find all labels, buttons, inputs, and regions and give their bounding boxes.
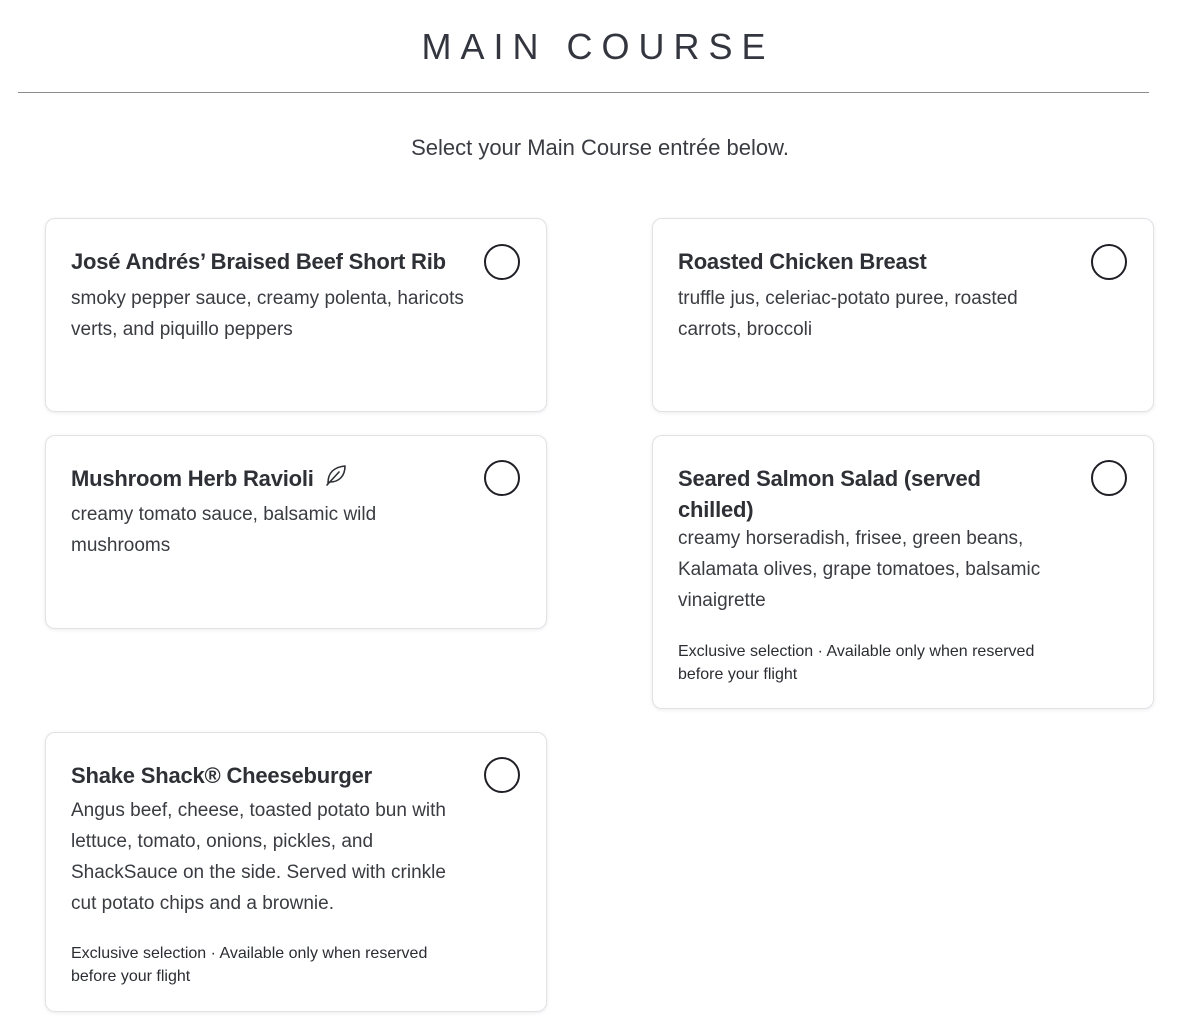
meal-name: Shake Shack® Cheeseburger [71,763,373,788]
meal-description: truffle jus, celeriac-potato puree, roasted carrots, broccoli [678,288,1018,340]
meal-description: Angus beef, cheese, toasted potato bun with lettuce, tomato, onions, pickles, and ShackSauce on the side. Served with crinkle cut potato chips and a brownie. [71,800,446,914]
leaf-icon [324,463,348,494]
page-title: MAIN COURSE [421,26,775,67]
meal-name: Mushroom Herb Ravioli [71,466,314,491]
meal-radio-button[interactable] [1091,460,1127,496]
exclusive-note: Exclusive selection · Available only when reserved before your flight [71,945,428,985]
meal-option-chicken[interactable] [652,218,1154,412]
meal-name: Roasted Chicken Breast [678,249,927,274]
exclusive-note: Exclusive selection · Available only when reserved before your flight [678,643,1035,683]
meal-radio-button[interactable] [484,757,520,793]
meal-radio-button[interactable] [1091,244,1127,280]
meal-description: smoky pepper sauce, creamy polenta, haricots verts, and piquillo peppers [71,288,464,340]
meal-option-ravioli[interactable] [45,435,547,629]
meal-radio-button[interactable] [484,244,520,280]
meal-name: Seared Salmon Salad (served chilled) [678,466,981,522]
page-subtitle: Select your Main Course entrée below. [411,135,789,160]
meal-name: José Andrés’ Braised Beef Short Rib [71,249,446,274]
meal-name-row [71,463,451,494]
meal-option-cheeseburger[interactable] [45,732,547,1012]
meal-option-salmon-salad[interactable] [652,435,1154,709]
meal-description: creamy horseradish, frisee, green beans, Kalamata olives, grape tomatoes, balsamic vinaigrette [678,528,1041,611]
meal-description: creamy tomato sauce, balsamic wild mushrooms [71,504,377,556]
title-divider [18,92,1149,93]
meal-radio-button[interactable] [484,460,520,496]
meal-option-short-rib[interactable] [45,218,547,412]
